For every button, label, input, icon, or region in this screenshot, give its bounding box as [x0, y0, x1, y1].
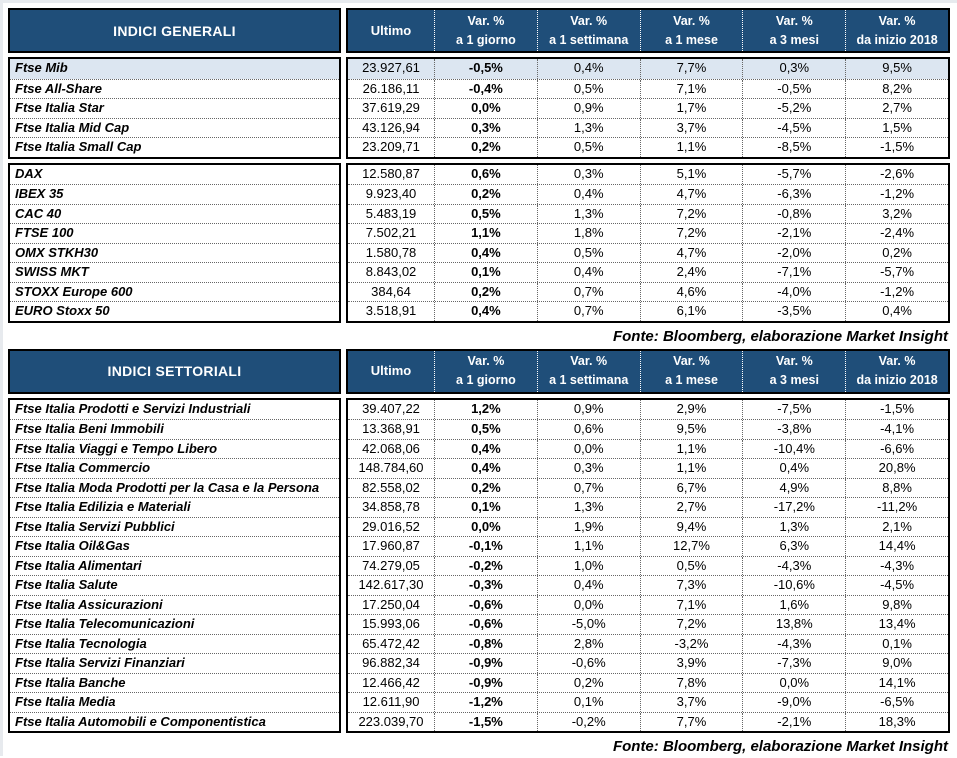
table-group — [8, 57, 950, 159]
var-value: 0,5% — [434, 420, 537, 439]
var-value: -1,5% — [845, 138, 948, 157]
var-value: 0,3% — [742, 59, 845, 79]
column-header — [348, 351, 434, 392]
var-value: 0,4% — [537, 59, 640, 79]
ultimo-value: 23.209,71 — [348, 138, 434, 157]
column-header-line1: Ultimo — [371, 21, 411, 41]
var-value: 0,2% — [434, 283, 537, 302]
index-name: Ftse Italia Alimentari — [10, 556, 339, 576]
column-header — [742, 351, 845, 392]
table-row — [348, 243, 948, 263]
var-value: 6,7% — [640, 479, 743, 498]
column-header — [640, 10, 743, 51]
table-row — [348, 184, 948, 204]
index-values-box — [346, 163, 950, 323]
index-name: Ftse Italia Servizi Finanziari — [10, 653, 339, 673]
ultimo-value: 42.068,06 — [348, 440, 434, 459]
index-name: FTSE 100 — [10, 223, 339, 243]
index-name: Ftse Italia Commercio — [10, 458, 339, 478]
table-row — [348, 282, 948, 302]
column-headers-box — [346, 349, 950, 394]
table-row — [348, 419, 948, 439]
column-header — [640, 351, 743, 392]
var-value: -4,3% — [742, 635, 845, 654]
var-value: 8,2% — [845, 80, 948, 99]
var-value: 0,2% — [537, 674, 640, 693]
table-row — [348, 79, 948, 99]
table-row — [348, 137, 948, 157]
var-value: 1,3% — [537, 205, 640, 224]
column-header-line2: a 1 settimana — [549, 31, 628, 50]
var-value: 0,7% — [537, 302, 640, 321]
var-value: -0,2% — [434, 557, 537, 576]
index-name: Ftse Italia Tecnologia — [10, 634, 339, 654]
table-row — [348, 478, 948, 498]
table-row — [348, 165, 948, 185]
var-value: 0,5% — [537, 138, 640, 157]
index-name: Ftse All-Share — [10, 79, 339, 99]
var-value: 7,1% — [640, 596, 743, 615]
table-row — [348, 517, 948, 537]
table-row — [348, 595, 948, 615]
var-value: 0,2% — [434, 138, 537, 157]
var-value: 0,6% — [537, 420, 640, 439]
var-value: 1,1% — [640, 440, 743, 459]
ultimo-value: 148.784,60 — [348, 459, 434, 478]
var-value: 4,7% — [640, 185, 743, 204]
var-value: 0,4% — [434, 440, 537, 459]
index-name: Ftse Italia Salute — [10, 575, 339, 595]
var-value: -2,4% — [845, 224, 948, 243]
table-row — [348, 575, 948, 595]
var-value: 0,4% — [537, 263, 640, 282]
ultimo-value: 17.250,04 — [348, 596, 434, 615]
var-value: 7,7% — [640, 59, 743, 79]
var-value: -0,2% — [537, 713, 640, 732]
ultimo-value: 74.279,05 — [348, 557, 434, 576]
var-value: -0,8% — [434, 635, 537, 654]
ultimo-value: 1.580,78 — [348, 244, 434, 263]
var-value: 0,7% — [537, 479, 640, 498]
var-value: 0,1% — [845, 635, 948, 654]
index-name: OMX STKH30 — [10, 243, 339, 263]
var-value: -1,2% — [845, 283, 948, 302]
var-value: 0,2% — [434, 185, 537, 204]
index-name: Ftse Italia Edilizia e Materiali — [10, 497, 339, 517]
ultimo-value: 65.472,42 — [348, 635, 434, 654]
table-title-box — [8, 8, 341, 53]
ultimo-value: 13.368,91 — [348, 420, 434, 439]
var-value: 3,7% — [640, 693, 743, 712]
ultimo-value: 8.843,02 — [348, 263, 434, 282]
var-value: 0,1% — [434, 263, 537, 282]
var-value: -5,2% — [742, 99, 845, 118]
ultimo-value: 29.016,52 — [348, 518, 434, 537]
column-header-line2: a 1 mese — [665, 371, 718, 390]
var-value: 2,7% — [845, 99, 948, 118]
table-row — [348, 118, 948, 138]
var-value: 9,4% — [640, 518, 743, 537]
table-row — [348, 262, 948, 282]
index-name: STOXX Europe 600 — [10, 282, 339, 302]
ultimo-value: 223.039,70 — [348, 713, 434, 732]
ultimo-value: 43.126,94 — [348, 119, 434, 138]
var-value: -3,8% — [742, 420, 845, 439]
table-row — [348, 614, 948, 634]
var-value: 1,8% — [537, 224, 640, 243]
var-value: 6,1% — [640, 302, 743, 321]
table-row — [348, 400, 948, 420]
var-value: 7,8% — [640, 674, 743, 693]
column-header-line2: da inizio 2018 — [856, 371, 937, 390]
var-value: -9,0% — [742, 693, 845, 712]
table-row — [348, 673, 948, 693]
var-value: -2,0% — [742, 244, 845, 263]
var-value: 14,4% — [845, 537, 948, 556]
var-value: -0,6% — [537, 654, 640, 673]
var-value: -5,7% — [845, 263, 948, 282]
var-value: -0,6% — [434, 615, 537, 634]
var-value: 20,8% — [845, 459, 948, 478]
var-value: 1,2% — [434, 400, 537, 420]
var-value: -4,0% — [742, 283, 845, 302]
table-row — [348, 536, 948, 556]
var-value: -2,1% — [742, 224, 845, 243]
column-header — [434, 10, 537, 51]
var-value: -4,3% — [845, 557, 948, 576]
index-name: Ftse Italia Small Cap — [10, 137, 339, 157]
var-value: 0,4% — [434, 302, 537, 321]
index-name: Ftse Italia Moda Prodotti per la Casa e la Persona — [10, 478, 339, 498]
ultimo-value: 384,64 — [348, 283, 434, 302]
column-header — [537, 351, 640, 392]
ultimo-value: 7.502,21 — [348, 224, 434, 243]
index-name: Ftse Italia Media — [10, 692, 339, 712]
var-value: 1,3% — [537, 498, 640, 517]
var-value: 6,3% — [742, 537, 845, 556]
index-names-box — [8, 57, 341, 159]
var-value: 0,0% — [434, 518, 537, 537]
var-value: 0,4% — [742, 459, 845, 478]
var-value: 1,6% — [742, 596, 845, 615]
column-header-line1: Var. % — [879, 12, 916, 31]
var-value: 2,7% — [640, 498, 743, 517]
var-value: 18,3% — [845, 713, 948, 732]
var-value: 14,1% — [845, 674, 948, 693]
ultimo-value: 142.617,30 — [348, 576, 434, 595]
column-header-line1: Var. % — [467, 12, 504, 31]
var-value: 13,4% — [845, 615, 948, 634]
var-value: 4,7% — [640, 244, 743, 263]
var-value: 1,1% — [434, 224, 537, 243]
var-value: 1,9% — [537, 518, 640, 537]
var-value: -5,0% — [537, 615, 640, 634]
var-value: -1,5% — [434, 713, 537, 732]
var-value: 4,6% — [640, 283, 743, 302]
table-row — [348, 458, 948, 478]
var-value: 0,0% — [537, 440, 640, 459]
var-value: 1,5% — [845, 119, 948, 138]
ultimo-value: 82.558,02 — [348, 479, 434, 498]
var-value: 0,4% — [434, 459, 537, 478]
var-value: -6,3% — [742, 185, 845, 204]
index-name: Ftse Italia Automobili e Componentistica — [10, 712, 339, 732]
index-name: DAX — [10, 165, 339, 185]
var-value: 7,2% — [640, 615, 743, 634]
column-header — [348, 10, 434, 51]
var-value: 7,1% — [640, 80, 743, 99]
var-value: 0,9% — [537, 400, 640, 420]
var-value: 0,4% — [537, 576, 640, 595]
column-header-line2: da inizio 2018 — [856, 31, 937, 50]
ultimo-value: 23.927,61 — [348, 59, 434, 79]
var-value: -4,1% — [845, 420, 948, 439]
column-header-line2: a 1 giorno — [456, 31, 516, 50]
var-value: 0,9% — [537, 99, 640, 118]
var-value: -1,2% — [434, 693, 537, 712]
var-value: -8,5% — [742, 138, 845, 157]
var-value: 2,1% — [845, 518, 948, 537]
var-value: 0,2% — [434, 479, 537, 498]
var-value: 1,1% — [537, 537, 640, 556]
page — [3, 3, 957, 758]
var-value: -0,5% — [742, 80, 845, 99]
var-value: 8,8% — [845, 479, 948, 498]
ultimo-value: 9.923,40 — [348, 185, 434, 204]
var-value: -4,5% — [742, 119, 845, 138]
var-value: 3,2% — [845, 205, 948, 224]
column-header-line2: a 1 settimana — [549, 371, 628, 390]
var-value: -3,2% — [640, 635, 743, 654]
var-value: 0,3% — [434, 119, 537, 138]
var-value: 0,0% — [537, 596, 640, 615]
var-value: 0,3% — [537, 459, 640, 478]
column-headers-box — [346, 8, 950, 53]
table-row — [348, 653, 948, 673]
index-name: Ftse Mib — [10, 59, 339, 79]
ultimo-value: 96.882,34 — [348, 654, 434, 673]
var-value: 2,4% — [640, 263, 743, 282]
index-name: Ftse Italia Servizi Pubblici — [10, 517, 339, 537]
index-name: SWISS MKT — [10, 262, 339, 282]
table-row — [348, 712, 948, 732]
var-value: -0,9% — [434, 674, 537, 693]
var-value: 0,5% — [537, 244, 640, 263]
var-value: 9,5% — [640, 420, 743, 439]
index-name: Ftse Italia Prodotti e Servizi Industriali — [10, 400, 339, 420]
var-value: 7,2% — [640, 224, 743, 243]
var-value: -0,3% — [434, 576, 537, 595]
index-name: Ftse Italia Banche — [10, 673, 339, 693]
column-header-line1: Ultimo — [371, 361, 411, 381]
var-value: 2,8% — [537, 635, 640, 654]
var-value: -2,1% — [742, 713, 845, 732]
var-value: -5,7% — [742, 165, 845, 185]
var-value: 7,3% — [640, 576, 743, 595]
var-value: 0,5% — [434, 205, 537, 224]
ultimo-value: 39.407,22 — [348, 400, 434, 420]
section-indici-settoriali — [8, 349, 950, 758]
var-value: 0,6% — [434, 165, 537, 185]
column-header-line2: a 1 mese — [665, 31, 718, 50]
index-names-box — [8, 398, 341, 734]
column-header-line2: a 3 mesi — [770, 371, 819, 390]
table-row — [348, 439, 948, 459]
var-value: -0,8% — [742, 205, 845, 224]
index-name: Ftse Italia Telecomunicazioni — [10, 614, 339, 634]
table-row — [348, 556, 948, 576]
ultimo-value: 12.580,87 — [348, 165, 434, 185]
var-value: 0,0% — [742, 674, 845, 693]
column-header-line2: a 3 mesi — [770, 31, 819, 50]
column-header-line1: Var. % — [570, 352, 607, 371]
var-value: 9,5% — [845, 59, 948, 79]
var-value: 13,8% — [742, 615, 845, 634]
column-header-line1: Var. % — [673, 352, 710, 371]
var-value: 7,7% — [640, 713, 743, 732]
table-group — [8, 163, 950, 323]
var-value: 0,3% — [537, 165, 640, 185]
var-value: -10,4% — [742, 440, 845, 459]
var-value: 1,3% — [537, 119, 640, 138]
var-value: 0,5% — [640, 557, 743, 576]
table-row — [348, 223, 948, 243]
table-row — [348, 98, 948, 118]
section-indici-generali — [8, 8, 950, 348]
table-row — [348, 204, 948, 224]
var-value: 0,5% — [537, 80, 640, 99]
ultimo-value: 3.518,91 — [348, 302, 434, 321]
var-value: -0,6% — [434, 596, 537, 615]
var-value: -7,3% — [742, 654, 845, 673]
var-value: -7,5% — [742, 400, 845, 420]
var-value: -10,6% — [742, 576, 845, 595]
ultimo-value: 26.186,11 — [348, 80, 434, 99]
var-value: -6,5% — [845, 693, 948, 712]
header-row-indici-settoriali — [8, 349, 950, 394]
ultimo-value: 34.858,78 — [348, 498, 434, 517]
var-value: -0,4% — [434, 80, 537, 99]
var-value: -4,5% — [845, 576, 948, 595]
var-value: 4,9% — [742, 479, 845, 498]
var-value: 0,1% — [434, 498, 537, 517]
ultimo-value: 5.483,19 — [348, 205, 434, 224]
column-header-line1: Var. % — [570, 12, 607, 31]
column-header-line1: Var. % — [879, 352, 916, 371]
var-value: 9,0% — [845, 654, 948, 673]
column-header — [434, 351, 537, 392]
var-value: 3,9% — [640, 654, 743, 673]
var-value: 1,0% — [537, 557, 640, 576]
var-value: -17,2% — [742, 498, 845, 517]
var-value: -2,6% — [845, 165, 948, 185]
var-value: -0,9% — [434, 654, 537, 673]
var-value: -1,2% — [845, 185, 948, 204]
index-name: Ftse Italia Assicurazioni — [10, 595, 339, 615]
var-value: -6,6% — [845, 440, 948, 459]
column-header-line1: Var. % — [467, 352, 504, 371]
table-row — [348, 497, 948, 517]
column-header-line1: Var. % — [673, 12, 710, 31]
var-value: 1,7% — [640, 99, 743, 118]
var-value: -3,5% — [742, 302, 845, 321]
var-value: 0,4% — [845, 302, 948, 321]
ultimo-value: 17.960,87 — [348, 537, 434, 556]
var-value: -0,1% — [434, 537, 537, 556]
var-value: 1,1% — [640, 138, 743, 157]
column-header — [537, 10, 640, 51]
column-header — [742, 10, 845, 51]
index-name: CAC 40 — [10, 204, 339, 224]
source-note: Fonte: Bloomberg, elaborazione Market Insight — [8, 327, 950, 348]
column-header-line1: Var. % — [776, 12, 813, 31]
var-value: 9,8% — [845, 596, 948, 615]
index-name: Ftse Italia Oil&Gas — [10, 536, 339, 556]
var-value: 12,7% — [640, 537, 743, 556]
column-header — [845, 351, 948, 392]
var-value: 5,1% — [640, 165, 743, 185]
var-value: 0,4% — [537, 185, 640, 204]
index-values-box — [346, 398, 950, 734]
var-value: 1,1% — [640, 459, 743, 478]
ultimo-value: 37.619,29 — [348, 99, 434, 118]
var-value: 0,0% — [434, 99, 537, 118]
var-value: -4,3% — [742, 557, 845, 576]
source-note: Fonte: Bloomberg, elaborazione Market Insight — [8, 737, 950, 758]
var-value: 0,7% — [537, 283, 640, 302]
var-value: -11,2% — [845, 498, 948, 517]
index-name: IBEX 35 — [10, 184, 339, 204]
var-value: 3,7% — [640, 119, 743, 138]
ultimo-value: 15.993,06 — [348, 615, 434, 634]
ultimo-value: 12.466,42 — [348, 674, 434, 693]
var-value: -0,5% — [434, 59, 537, 79]
column-header-line2: a 1 giorno — [456, 371, 516, 390]
var-value: 7,2% — [640, 205, 743, 224]
table-row — [348, 634, 948, 654]
index-name: EURO Stoxx 50 — [10, 301, 339, 321]
var-value: -7,1% — [742, 263, 845, 282]
column-header — [845, 10, 948, 51]
column-header-line1: Var. % — [776, 352, 813, 371]
var-value: 1,3% — [742, 518, 845, 537]
var-value: 0,1% — [537, 693, 640, 712]
header-row-indici-generali — [8, 8, 950, 53]
table-group — [8, 398, 950, 734]
table-row — [348, 301, 948, 321]
index-name: Ftse Italia Viaggi e Tempo Libero — [10, 439, 339, 459]
table-title: INDICI GENERALI — [113, 23, 236, 39]
table-row — [348, 692, 948, 712]
table-title-box — [8, 349, 341, 394]
var-value: 0,4% — [434, 244, 537, 263]
index-name: Ftse Italia Mid Cap — [10, 118, 339, 138]
var-value: -1,5% — [845, 400, 948, 420]
table-title: INDICI SETTORIALI — [108, 363, 242, 379]
table-row — [348, 59, 948, 79]
index-name: Ftse Italia Star — [10, 98, 339, 118]
var-value: 0,2% — [845, 244, 948, 263]
index-name: Ftse Italia Beni Immobili — [10, 419, 339, 439]
ultimo-value: 12.611,90 — [348, 693, 434, 712]
var-value: 2,9% — [640, 400, 743, 420]
index-values-box — [346, 57, 950, 159]
index-names-box — [8, 163, 341, 323]
